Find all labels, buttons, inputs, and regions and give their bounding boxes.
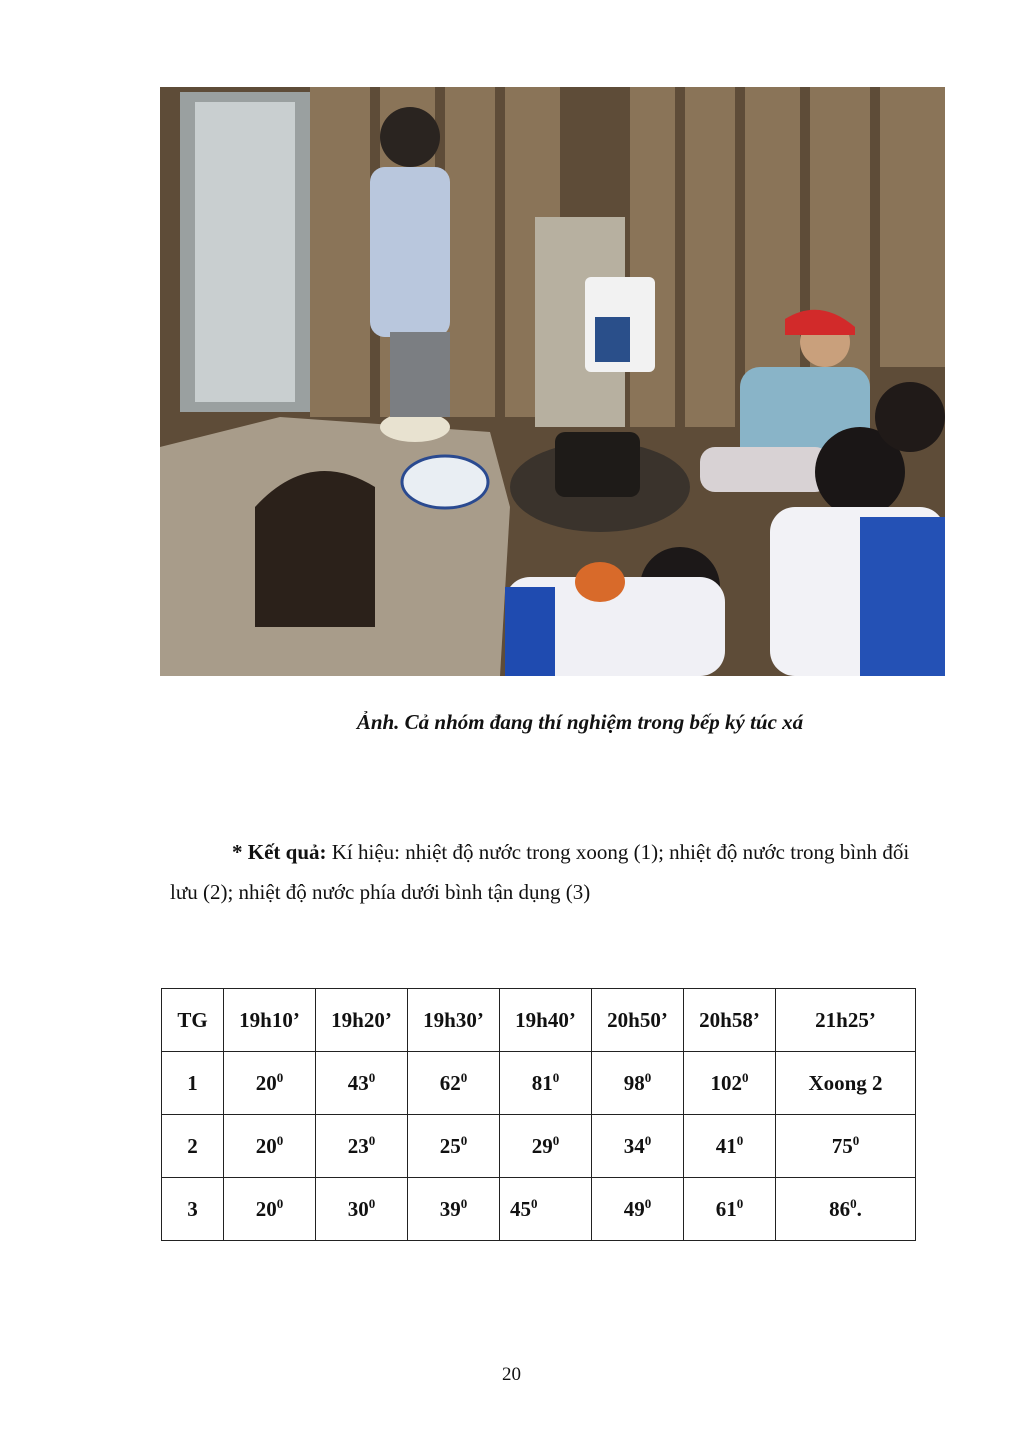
table-cell: Xoong 2 <box>776 1052 916 1115</box>
table-cell: $41^0$ <box>684 1115 776 1178</box>
table-cell: $75^0$ <box>776 1115 916 1178</box>
header-cell: 19h20’ <box>316 989 408 1052</box>
header-cell: 21h25’ <box>776 989 916 1052</box>
table-cell: $39^0$ <box>408 1178 500 1241</box>
header-cell: 19h40’ <box>500 989 592 1052</box>
header-cell: 19h10’ <box>224 989 316 1052</box>
result-label: * Kết quả: <box>232 840 327 864</box>
header-cell: 20h50’ <box>592 989 684 1052</box>
result-paragraph <box>170 832 930 912</box>
table-cell: $81^0$ <box>500 1052 592 1115</box>
header-cell: 20h58’ <box>684 989 776 1052</box>
table-cell: $49^0$ <box>592 1178 684 1241</box>
table-cell: $102^0$ <box>684 1052 776 1115</box>
table-cell: $98^0$ <box>592 1052 684 1115</box>
table-row <box>162 1178 916 1241</box>
photo-caption: Ảnh. Cả nhóm đang thí nghiệm trong bếp ký túc xá <box>356 710 804 734</box>
page-number: 20 <box>502 1364 521 1385</box>
table-cell: $34^0$ <box>592 1115 684 1178</box>
row-label: 3 <box>162 1178 224 1241</box>
header-cell: 19h30’ <box>408 989 500 1052</box>
row-label: 2 <box>162 1115 224 1178</box>
table-cell: $25^0$ <box>408 1115 500 1178</box>
temperature-table <box>161 988 916 1241</box>
table-cell: $62^0$ <box>408 1052 500 1115</box>
table-cell: $45^0$ <box>500 1178 592 1241</box>
table-cell: $20^0$ <box>224 1178 316 1241</box>
result-text: Kí hiệu: nhiệt độ nước trong xoong (1); nhiệt độ nước trong bình đối lưu (2); nhiệt độ nước phía dưới bình tận dụng (3) <box>170 840 910 904</box>
table-cell: $29^0$ <box>500 1115 592 1178</box>
table-header-row <box>162 989 916 1052</box>
experiment-photo <box>160 87 945 676</box>
table-row <box>162 1115 916 1178</box>
table-cell: $43^0$ <box>316 1052 408 1115</box>
table-row <box>162 1052 916 1115</box>
table-cell: $20^0$ <box>224 1115 316 1178</box>
table-cell: $20^0$ <box>224 1052 316 1115</box>
header-cell: TG <box>162 989 224 1052</box>
table-cell: $30^0$ <box>316 1178 408 1241</box>
table-cell: $61^0$ <box>684 1178 776 1241</box>
table-cell: $86^0$. <box>776 1178 916 1241</box>
table-cell: $23^0$ <box>316 1115 408 1178</box>
photo-illustration <box>160 87 945 676</box>
row-label: 1 <box>162 1052 224 1115</box>
